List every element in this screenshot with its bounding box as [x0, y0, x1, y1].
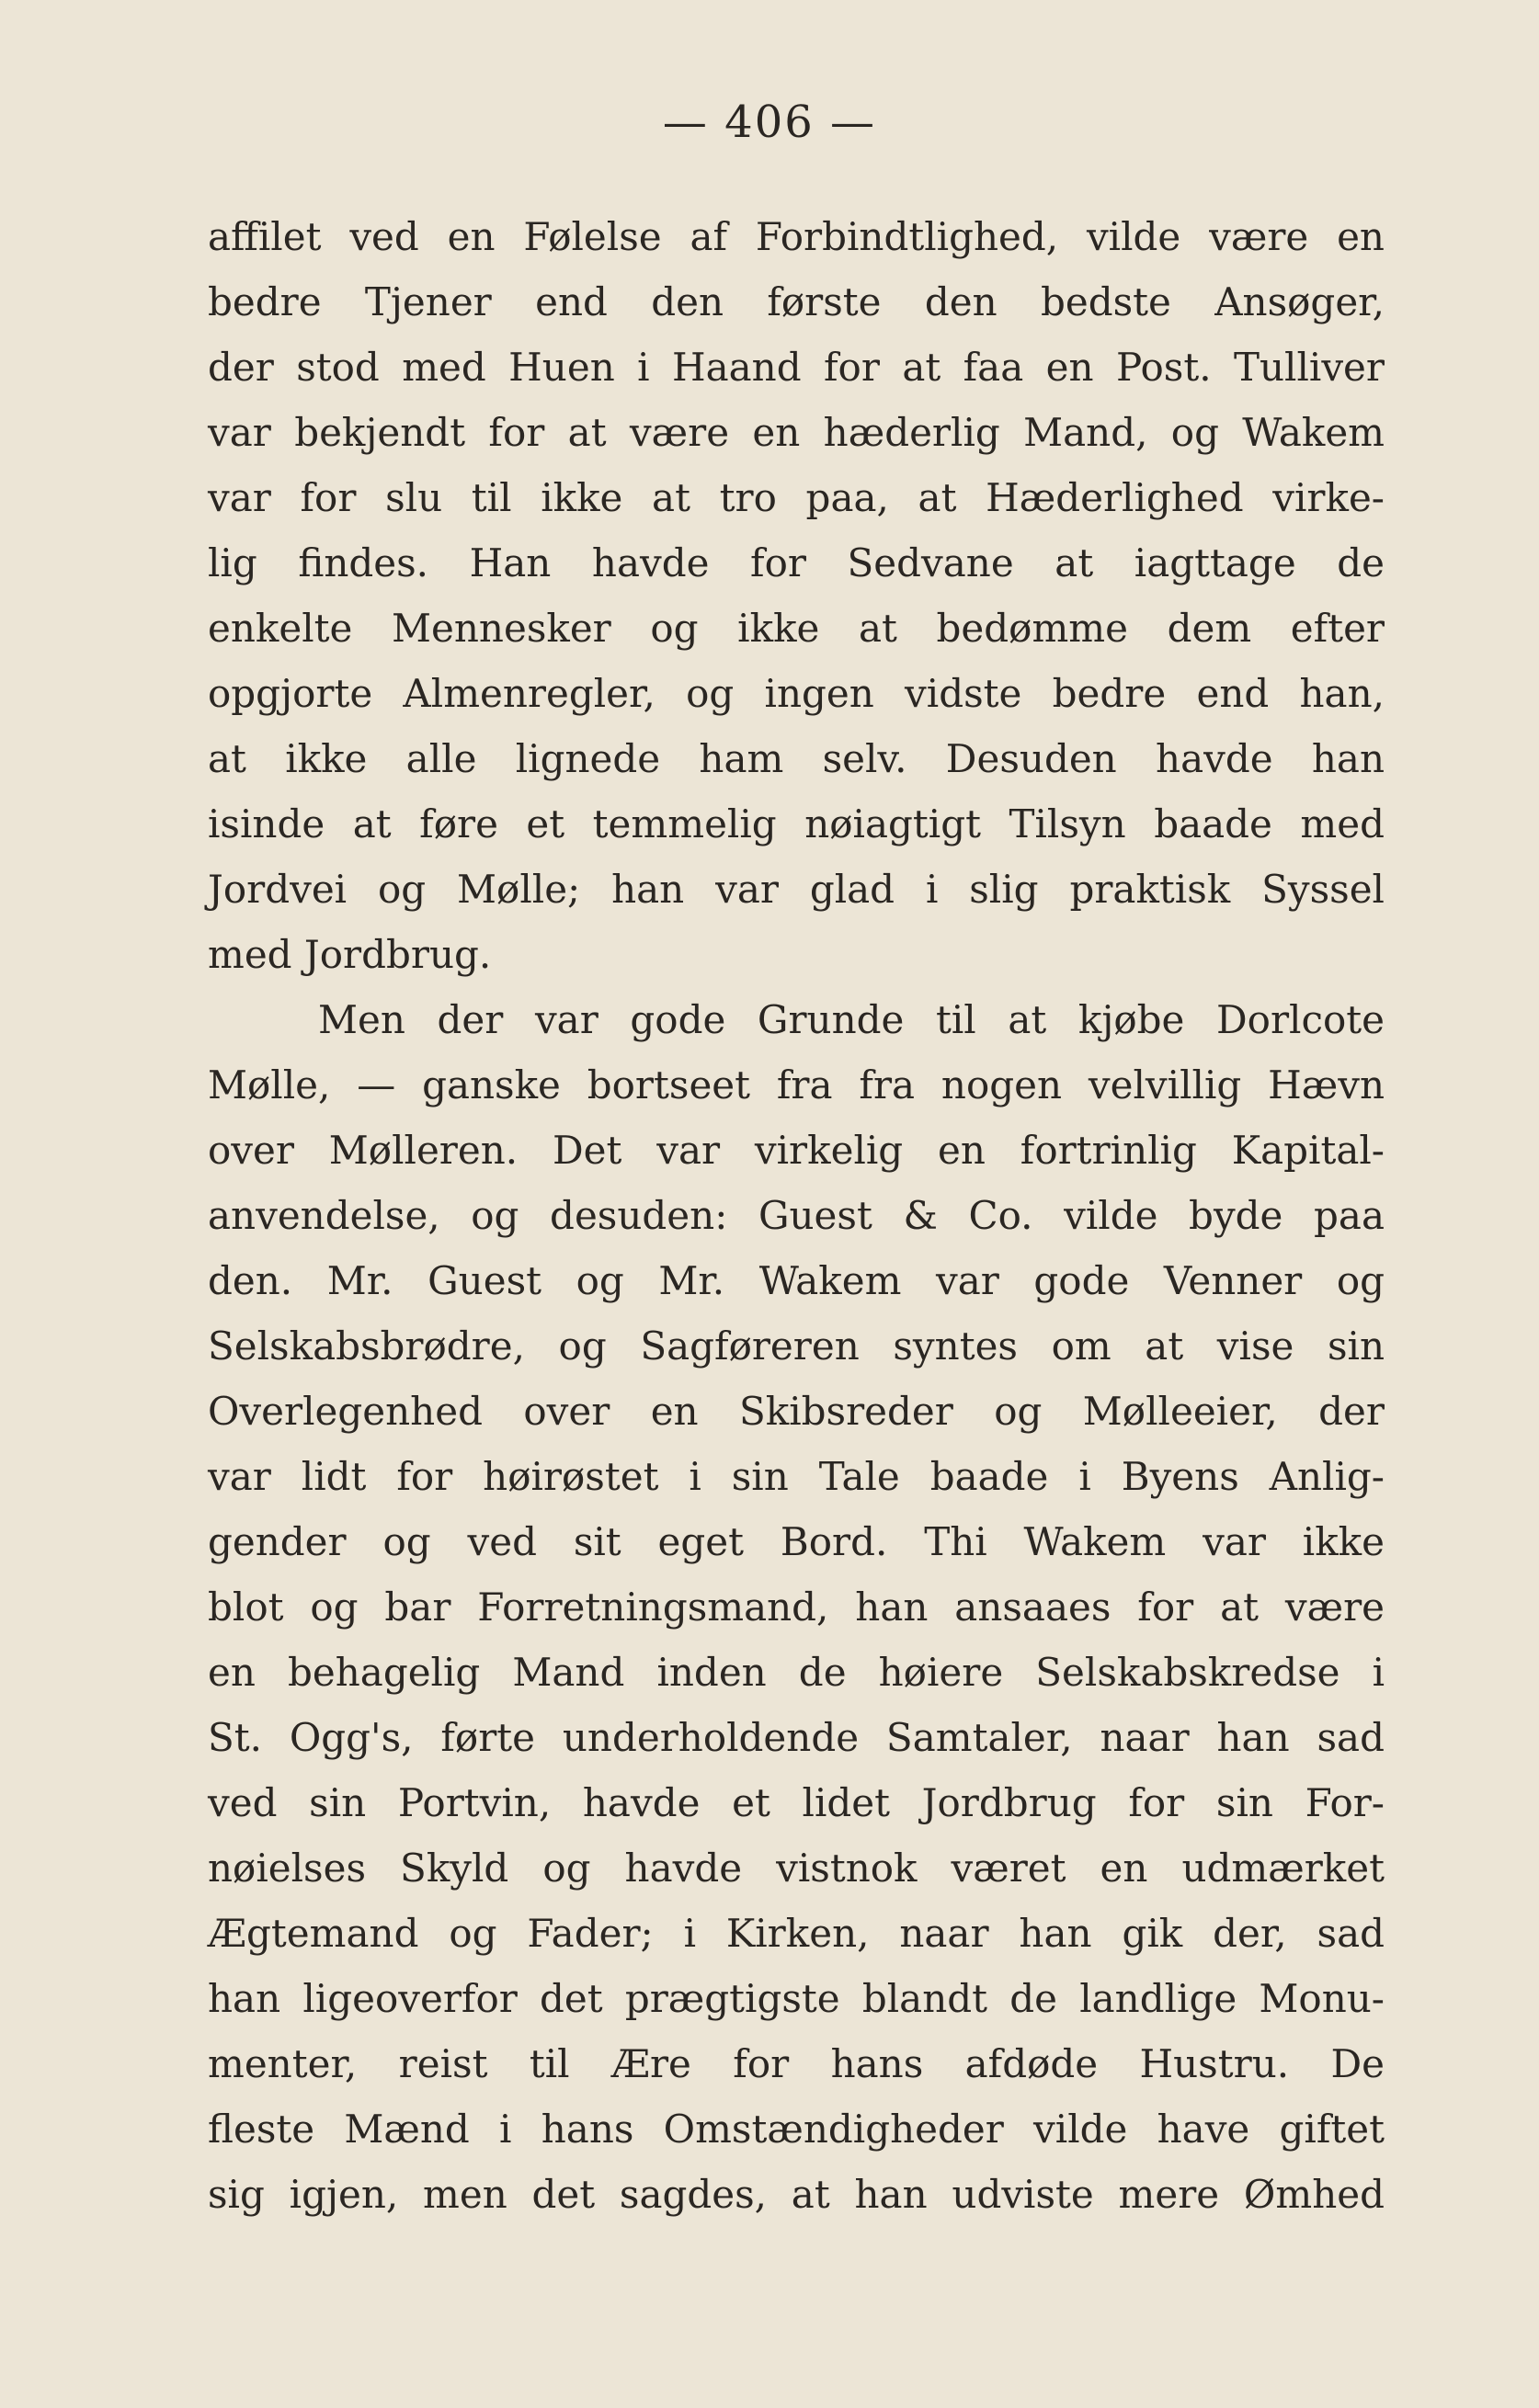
- text-line: blot og bar Forretningsmand, han ansaaes for at være: [208, 1585, 1385, 1630]
- paragraph-first-line: Men der var gode Grunde til at kjøbe Dorlcote: [318, 997, 1385, 1042]
- text-line: Overlegenhed over en Skibsreder og Mølleeier, der: [208, 1389, 1385, 1434]
- text-line: Jordvei og Mølle; han var glad i slig praktisk Syssel: [208, 867, 1385, 912]
- text-line: opgjorte Almenregler, og ingen vidste bedre end han,: [208, 671, 1385, 716]
- text-line: Mølle, — ganske bortseet fra fra nogen velvillig Hævn: [208, 1062, 1385, 1107]
- text-line: han ligeoverfor det prægtigste blandt de landlige Monu-: [208, 1976, 1385, 2021]
- text-line: enkelte Mennesker og ikke at bedømme dem efter: [208, 606, 1385, 651]
- text-line: nøielses Skyld og havde vistnok været en udmærket: [208, 1846, 1385, 1891]
- text-line: at ikke alle lignede ham selv. Desuden havde han: [208, 736, 1385, 781]
- text-line: Selskabsbrødre, og Sagføreren syntes om at vise sin: [208, 1323, 1385, 1369]
- text-line: Ægtemand og Fader; i Kirken, naar han gik der, sad: [208, 1911, 1385, 1956]
- text-line: gender og ved sit eget Bord. Thi Wakem var ikke: [208, 1519, 1385, 1564]
- text-line: St. Ogg's, førte underholdende Samtaler, naar han sad: [208, 1715, 1385, 1760]
- text-line: over Mølleren. Det var virkelig en fortrinlig Kapital-: [208, 1128, 1385, 1173]
- text-line: var for slu til ikke at tro paa, at Hæderlighed virke-: [208, 475, 1385, 520]
- text-line: den. Mr. Guest og Mr. Wakem var gode Venner og: [208, 1258, 1385, 1303]
- text-line: med Jordbrug.: [208, 932, 492, 977]
- text-line: ved sin Portvin, havde et lidet Jordbrug for sin For-: [208, 1780, 1385, 1825]
- text-line: der stod med Huen i Haand for at faa en Post. Tulliver: [208, 345, 1385, 390]
- text-line: lig findes. Han havde for Sedvane at iagttage de: [208, 540, 1385, 585]
- text-line: var bekjendt for at være en hæderlig Mand, og Wakem: [208, 410, 1385, 455]
- text-line: menter, reist til Ære for hans afdøde Hustru. De: [208, 2041, 1385, 2086]
- text-line: bedre Tjener end den første den bedste Ansøger,: [208, 279, 1385, 324]
- text-line: isinde at føre et temmelig nøiagtigt Tilsyn baade med: [208, 801, 1385, 846]
- text-line: var lidt for høirøstet i sin Tale baade i Byens Anlig-: [208, 1454, 1385, 1499]
- page-number: — 406 —: [662, 97, 877, 148]
- text-line: anvendelse, og desuden: Guest & Co. vilde byde paa: [208, 1193, 1385, 1238]
- text-line: sig igjen, men det sagdes, at han udviste mere Ømhed: [208, 2172, 1385, 2217]
- text-line: en behagelig Mand inden de høiere Selskabskredse i: [208, 1650, 1385, 1695]
- text-line: fleste Mænd i hans Omstændigheder vilde have giftet: [208, 2107, 1385, 2152]
- text-line: affilet ved en Følelse af Forbindtlighed, vilde være en: [208, 214, 1385, 259]
- body-text: [208, 204, 1385, 2227]
